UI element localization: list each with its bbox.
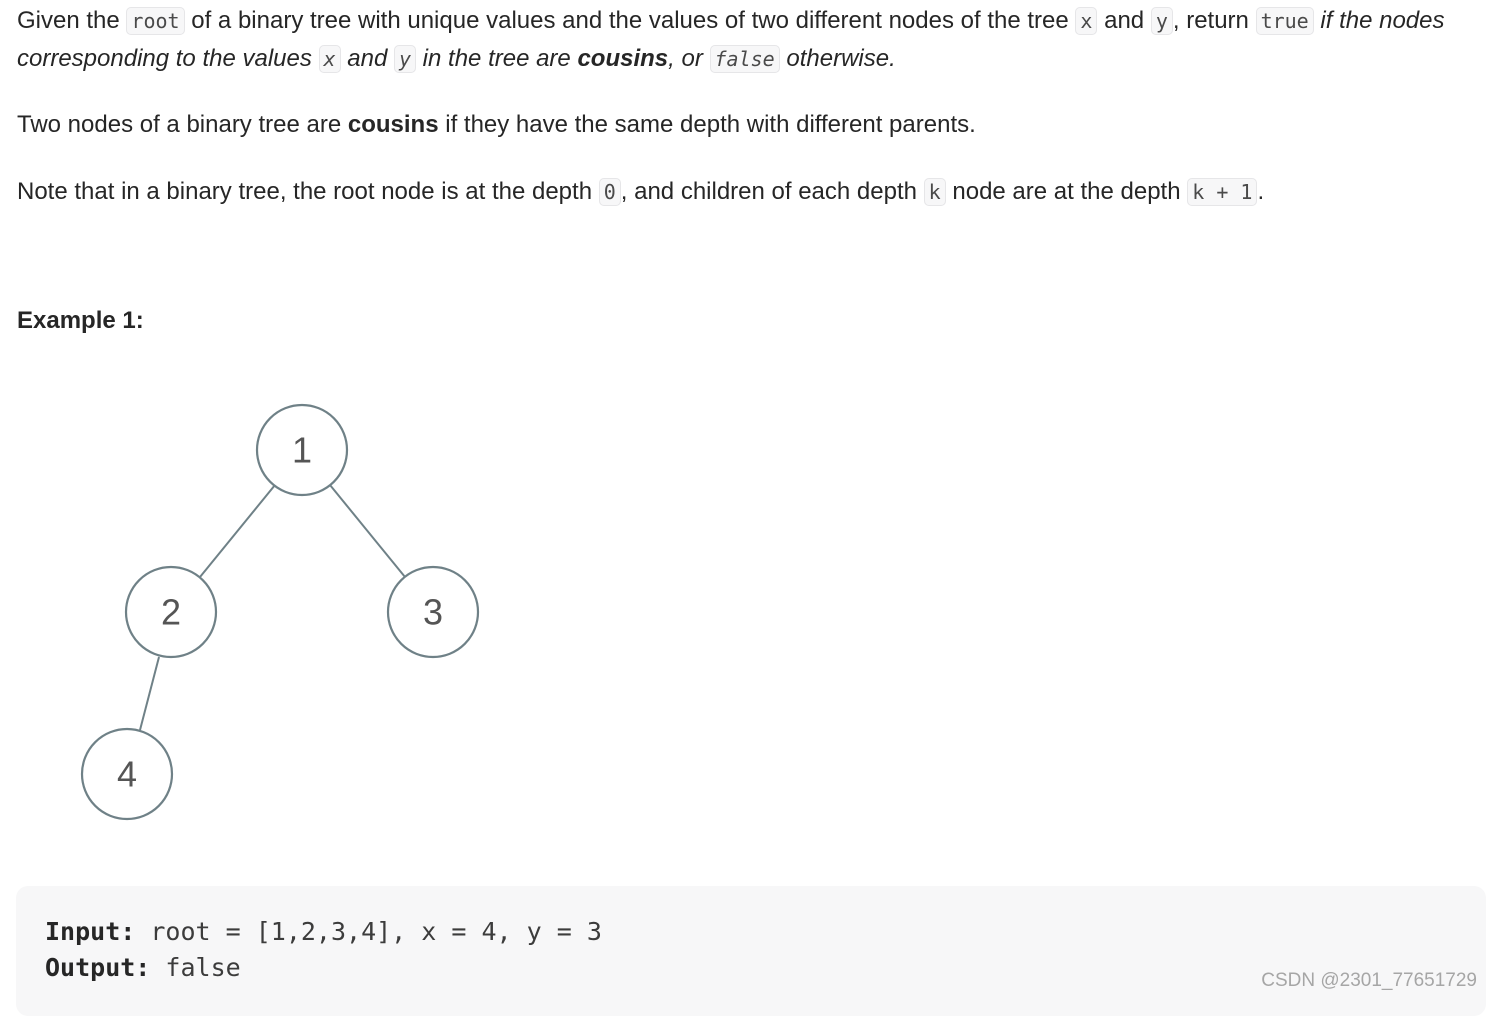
inline-code-k: k	[924, 178, 946, 206]
tree-node-label: 1	[291, 429, 313, 471]
text-span: of a binary tree with unique values and the values of two different nodes of the tree	[184, 7, 1076, 34]
text-span: and	[1097, 7, 1151, 34]
example-io-block	[16, 886, 1486, 1016]
input-label: Input:	[45, 917, 136, 946]
text-span: Two nodes of a binary tree are	[17, 111, 348, 138]
inline-code-true: true	[1256, 7, 1314, 35]
inline-code-y: y	[1151, 7, 1173, 35]
text-span: if they have the same depth with different parents.	[438, 111, 976, 138]
tree-node-label: 2	[160, 591, 182, 633]
tree-node-3	[388, 567, 478, 657]
text-span: Given the	[17, 7, 127, 34]
bold-term-cousins: cousins	[577, 45, 669, 72]
input-value: root = [1,2,3,4], x = 4, y = 3	[135, 917, 602, 946]
text-span: otherwise.	[779, 45, 896, 72]
output-value: false	[150, 953, 241, 982]
tree-node-4	[82, 729, 172, 819]
text-span: node are at the depth	[945, 178, 1188, 205]
inline-code-false: false	[710, 45, 780, 73]
depth-note	[17, 173, 1264, 211]
tree-node-label: 4	[116, 753, 138, 795]
tree-edge-1-3	[330, 485, 405, 577]
example-input-line	[45, 917, 602, 946]
output-label: Output:	[45, 953, 151, 982]
cousins-definition	[17, 106, 976, 144]
tree-node-2	[126, 567, 216, 657]
tree-edge-2-4	[140, 657, 159, 730]
example-title: Example 1:	[17, 307, 144, 334]
problem-statement	[17, 2, 1477, 78]
inline-code-x: x	[319, 45, 341, 73]
text-span: , and children of each depth	[620, 178, 924, 205]
tree-node-label: 3	[422, 591, 444, 633]
text-span: , or	[668, 45, 710, 72]
inline-code-x: x	[1075, 7, 1097, 35]
text-span: , return	[1172, 7, 1256, 34]
inline-code-root: root	[126, 7, 184, 35]
bold-term-cousins: cousins	[347, 111, 439, 138]
text-span: if the nodes corresponding to the values	[17, 7, 1445, 72]
text-span: and	[340, 45, 394, 72]
tree-node-1	[257, 405, 347, 495]
binary-tree-diagram	[0, 380, 520, 830]
inline-code-y: y	[394, 45, 416, 73]
inline-code-k-plus-1: k + 1	[1187, 178, 1257, 206]
text-span: in the tree are	[416, 45, 578, 72]
inline-code-zero: 0	[599, 178, 621, 206]
text-span: .	[1257, 178, 1265, 205]
watermark: CSDN @2301_77651729	[1261, 970, 1477, 991]
example-output-line	[45, 953, 241, 982]
text-span: Note that in a binary tree, the root node is at the depth	[17, 178, 599, 205]
tree-edge-1-2	[200, 485, 275, 577]
